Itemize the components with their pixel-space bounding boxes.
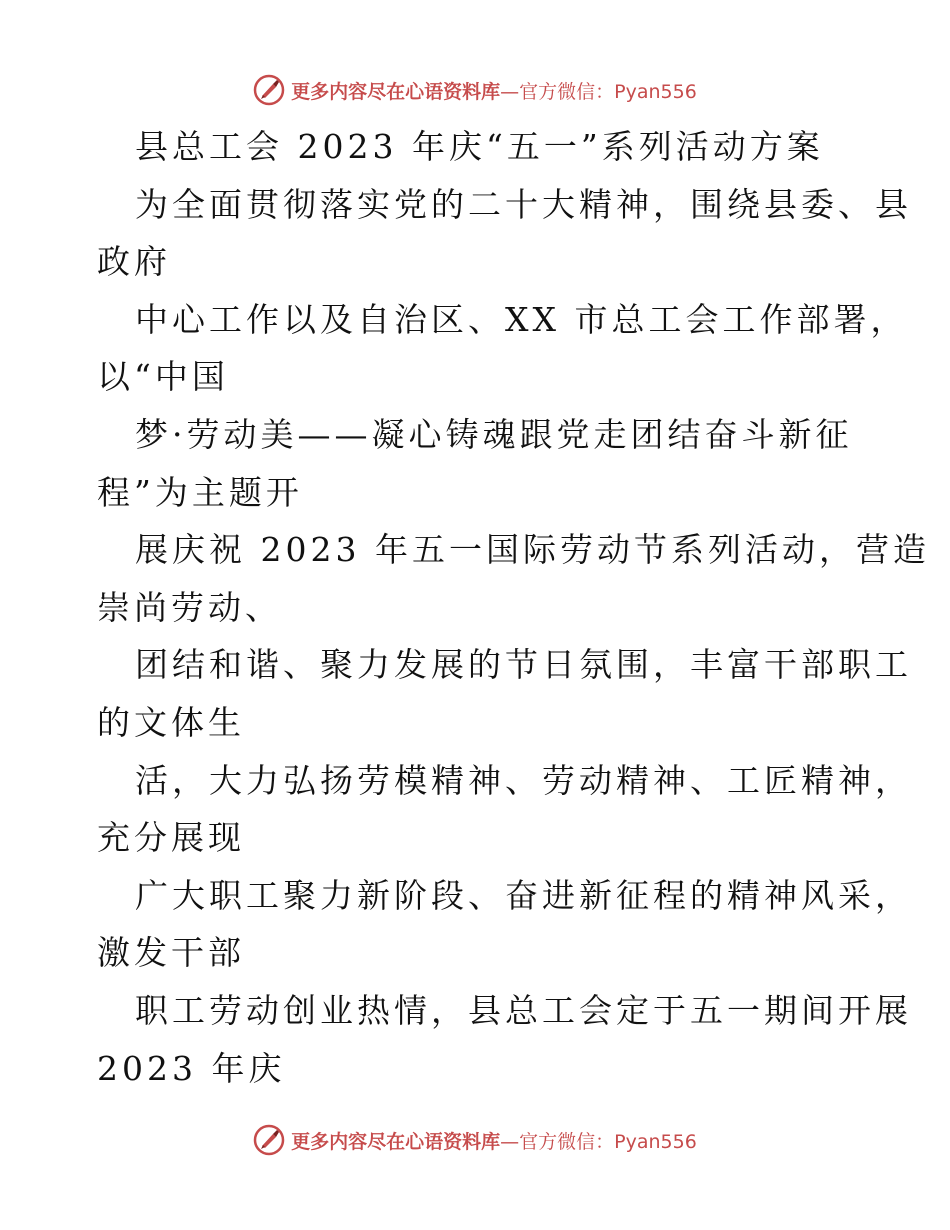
document-line: 崇尚劳动、: [97, 587, 282, 627]
watermark-text: [291, 77, 697, 104]
document-line: 以“中国: [97, 357, 229, 397]
watermark-brand: 更多内容尽在心语资料库: [291, 1130, 501, 1153]
document-line: 广大职工聚力新阶段、奋进新征程的精神风采，: [135, 875, 912, 915]
document-line: 政府: [97, 242, 171, 282]
watermark-contact: —官方微信：Pyan556: [500, 1130, 697, 1153]
document-line: 县总工会 2023 年庆“五一”系列活动方案: [135, 127, 824, 166]
document-line: 团结和谐、聚力发展的节日氛围，丰富干部职工: [135, 645, 912, 685]
document-line: 活，大力弘扬劳模精神、劳动精神、工匠精神，: [135, 760, 912, 800]
document-line: 的文体生: [97, 702, 245, 742]
document-line: 职工劳动创业热情，县总工会定于五一期间开展: [135, 990, 912, 1030]
watermark-text: [291, 1127, 697, 1154]
pen-logo-icon: [253, 1124, 285, 1156]
document-line: 梦·劳动美——凝心铸魂跟党走团结奋斗新征: [135, 414, 853, 454]
document-line: 激发干部: [97, 933, 245, 973]
document-body: [97, 118, 930, 1097]
document-line: 2023 年庆: [97, 1048, 286, 1088]
watermark-footer: [0, 1120, 950, 1160]
document-line: 程”为主题开: [97, 472, 303, 512]
watermark-brand: 更多内容尽在心语资料库: [291, 80, 501, 103]
watermark-header: [0, 70, 950, 110]
document-line: 充分展现: [97, 818, 245, 858]
document-line: 展庆祝 2023 年五一国际劳动节系列活动，营造: [135, 530, 930, 570]
document-line: 为全面贯彻落实党的二十大精神，围绕县委、县: [135, 184, 912, 224]
watermark-contact: —官方微信：Pyan556: [500, 80, 697, 103]
pen-logo-icon: [253, 74, 285, 106]
document-line: 中心工作以及自治区、XX 市总工会工作部署，: [135, 299, 908, 339]
